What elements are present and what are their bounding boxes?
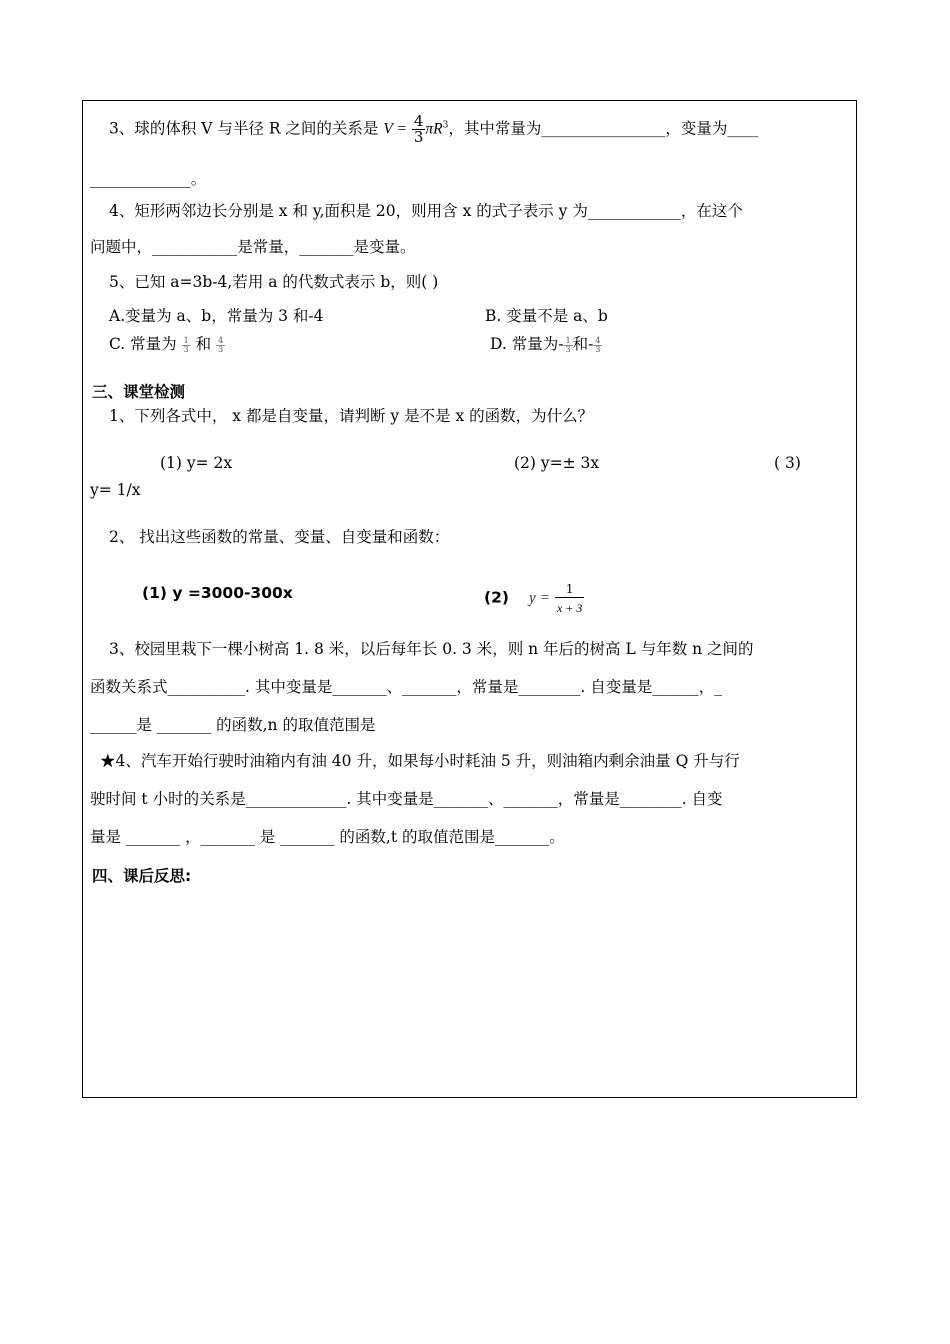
s3-q1-item-3: y= 1/x <box>90 481 141 499</box>
s3-q1-stem: 1、下列各式中， x 都是自变量，请判断 y 是不是 x 的函数，为什么？ <box>109 407 594 425</box>
q3-text-a: 3、球的体积 V 与半径 R 之间的关系是 <box>109 119 379 138</box>
q4-rect-line1: 4、矩形两邻边长分别是 x 和 y,面积是 20，则用含 x 的式子表示 y 为____________，在这个 <box>109 202 743 220</box>
s3-q2-item-2 <box>484 583 584 614</box>
option-c-and: 和 <box>195 335 212 353</box>
fraction-1-3: $\frac{1}{3}$ <box>183 335 189 354</box>
formula-lhs: V = <box>383 120 407 138</box>
formula-lhs: y = <box>528 589 551 607</box>
s3-q4-line2: 驶时间 t 小时的关系是_____________. 其中变量是_______、_______，常量是________. 自变 <box>90 790 723 808</box>
fraction-1-3: $\frac{1}{3}$ <box>565 335 571 354</box>
item-2-label: (2) <box>484 588 509 607</box>
q5-stem: 5、已知 a=3b-4,若用 a 的代数式表示 b，则( ) <box>109 273 439 291</box>
fraction-4-3: $\frac{4}{3}$ <box>413 112 424 146</box>
section-heading-reflection: 四、课后反思: <box>92 867 192 885</box>
blank-variable[interactable]: ____ <box>727 119 759 138</box>
s3-q1-item-1: (1) y= 2x <box>160 454 233 472</box>
blank-constant[interactable]: ________________ <box>541 119 666 138</box>
q5-option-b[interactable]: B. 变量不是 a、b <box>485 307 608 325</box>
q5-option-d[interactable] <box>490 334 602 354</box>
q5-option-c[interactable] <box>109 334 225 354</box>
s3-q3-line2: 函数关系式__________. 其中变量是_______、_______，常量是________. 自变量是______，_ <box>90 678 722 696</box>
q3-text-b: ，其中常量为 <box>448 119 542 138</box>
q4-rect-line2: 问题中，___________是常量，_______是变量。 <box>90 238 416 256</box>
s3-q4-line3: 量是 _______ ，_______ 是 _______ 的函数,t 的取值范围是_______。 <box>90 828 565 846</box>
s3-q1-item-3-label: ( 3) <box>774 454 801 472</box>
s3-q3-line1: 3、校园里栽下一棵小树高 1. 8 米，以后每年长 0. 3 米，则 n 年后的树高 L 与年数 n 之间的 <box>109 640 754 658</box>
section-heading-class-check: 三、课堂检测 <box>92 383 186 401</box>
option-d-and: 和- <box>572 335 594 353</box>
q3-text-c: ，变量为 <box>665 119 728 138</box>
q5-option-a[interactable]: A.变量为 a、b，常量为 3 和-4 <box>109 307 324 325</box>
option-c-prefix: C. 常量为 <box>109 335 177 353</box>
fraction-1-over-x-plus-3: $\frac{1}{x + 3}$ <box>556 582 583 615</box>
q3-sphere-line1 <box>109 114 758 145</box>
fraction-4-3: $\frac{4}{3}$ <box>218 335 224 354</box>
s3-q3-line3: ______是 _______ 的函数,n 的取值范围是 <box>90 716 376 734</box>
s3-q4-line1: ★4、汽车开始行驶时油箱内有油 40 升，如果每小时耗油 5 升，则油箱内剩余油量 Q 升与行 <box>100 752 740 770</box>
option-d-prefix: D. 常量为- <box>490 335 564 353</box>
formula-pi-r: πR <box>425 120 443 138</box>
q3-sphere-line2[interactable]: _____________。 <box>90 170 207 188</box>
s3-q2-item-1: (1) y =3000-300x <box>142 584 293 602</box>
formula-exponent: 3 <box>442 120 449 131</box>
s3-q2-stem: 2、 找出这些函数的常量、变量、自变量和函数： <box>109 528 450 546</box>
fraction-4-3: $\frac{4}{3}$ <box>595 335 601 354</box>
s3-q1-item-2: (2) y=± 3x <box>514 454 600 472</box>
